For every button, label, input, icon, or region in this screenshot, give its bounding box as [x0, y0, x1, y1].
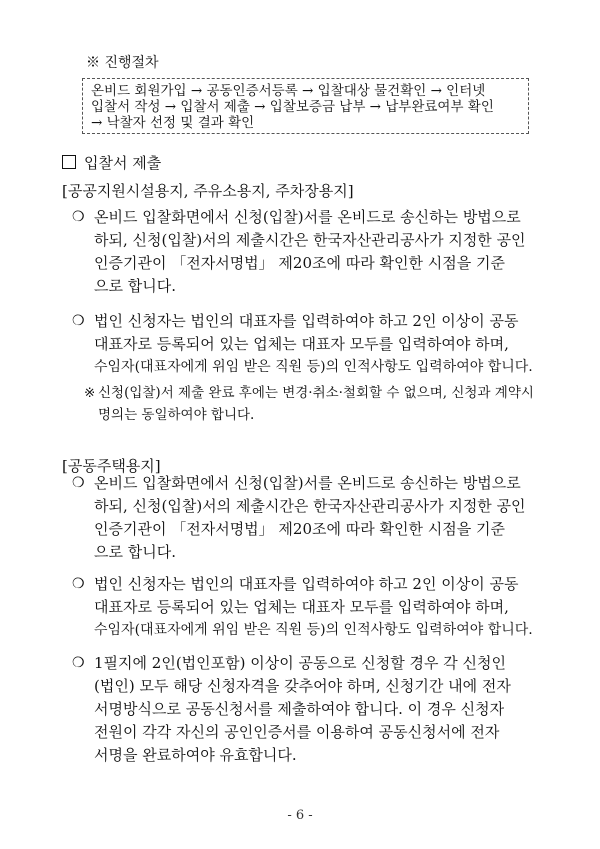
bullet-line: (법인) 모두 해당 신청자격을 갖추어야 하며, 신청기간 내에 전자: [94, 677, 511, 695]
bullet-line: 하되, 신청(입찰)서의 제출시간은 한국자산관리공사가 지정한 공인: [94, 497, 526, 515]
circle-bullet-icon: ❍: [72, 655, 85, 671]
bullet-item: [72, 472, 552, 564]
bullet-line: 인증기관이 「전자서명법」 제20조에 따라 확인한 시점을 기준: [94, 254, 505, 272]
bullet-line: 법인 신청자는 법인의 대표자를 입력하여야 하고 2인 이상이 공동: [94, 575, 519, 593]
bullet-item: [72, 310, 552, 379]
reference-mark-icon: ※: [84, 385, 96, 401]
note-line: 신청(입찰)서 제출 완료 후에는 변경·취소·철회할 수 없으며, 신청과 계약시: [98, 385, 534, 401]
procedure-line: 입찰서 작성 → 입찰서 제출 → 입찰보증금 납부 → 납부완료여부 확인: [91, 99, 494, 115]
procedure-label: ※ 진행절차: [86, 55, 159, 71]
bullet-line: 대표자로 등록되어 있는 업체는 대표자 모두를 입력하여야 하며,: [94, 335, 509, 353]
bullet-line: 법인 신청자는 법인의 대표자를 입력하여야 하고 2인 이상이 공동: [94, 312, 519, 330]
bullet-line: 온비드 입찰화면에서 신청(입찰)서를 온비드로 송신하는 방법으로: [94, 208, 521, 226]
category-heading: [공공지원시설용지, 주유소용지, 주차장용지]: [62, 182, 354, 200]
bullet-line: 전원이 각각 자신의 공인인증서를 이용하여 공동신청서에 전자: [94, 723, 500, 741]
bullet-line: 1필지에 2인(법인포함) 이상이 공동으로 신청할 경우 각 신청인: [94, 654, 506, 672]
section-title-text: 입찰서 제출: [84, 154, 162, 172]
bullet-line: 수임자(대표자에게 위임 받은 직원 등)의 인적사항도 입력하여야 합니다.: [94, 359, 533, 375]
category-heading: [공동주택용지]: [62, 457, 161, 475]
bullet-line: 대표자로 등록되어 있는 업체는 대표자 모두를 입력하여야 하며,: [94, 598, 509, 616]
circle-bullet-icon: ❍: [72, 313, 85, 329]
bullet-line: 하되, 신청(입찰)서의 제출시간은 한국자산관리공사가 지정한 공인: [94, 231, 526, 249]
checkbox-icon: [62, 155, 76, 169]
note-line: 명의는 동일하여야 합니다.: [98, 407, 255, 423]
procedure-box: [82, 78, 529, 134]
section-title: [62, 152, 161, 173]
procedure-line: 온비드 회원가입 → 공동인증서등록 → 입찰대상 물건확인 → 인터넷: [91, 83, 486, 99]
circle-bullet-icon: ❍: [72, 209, 85, 225]
bullet-line: 온비드 입찰화면에서 신청(입찰)서를 온비드로 송신하는 방법으로: [94, 474, 521, 492]
bullet-line: 서명방식으로 공동신청서를 제출하여야 합니다. 이 경우 신청자: [94, 700, 505, 718]
bullet-line: 으로 합니다.: [94, 277, 176, 295]
bullet-line: 서명을 완료하여야 유효합니다.: [94, 746, 297, 764]
bullet-line: 인증기관이 「전자서명법」 제20조에 따라 확인한 시점을 기준: [94, 520, 505, 538]
bullet-item: [72, 652, 552, 767]
procedure-line: → 낙찰자 선정 및 결과 확인: [91, 115, 255, 131]
page-number: - 6 -: [287, 808, 313, 823]
note: [84, 382, 544, 426]
bullet-item: [72, 573, 552, 642]
bullet-line: 으로 합니다.: [94, 543, 176, 561]
circle-bullet-icon: ❍: [72, 475, 85, 491]
circle-bullet-icon: ❍: [72, 576, 85, 592]
bullet-line: 수임자(대표자에게 위임 받은 직원 등)의 인적사항도 입력하여야 합니다.: [94, 622, 533, 638]
bullet-item: [72, 206, 552, 298]
